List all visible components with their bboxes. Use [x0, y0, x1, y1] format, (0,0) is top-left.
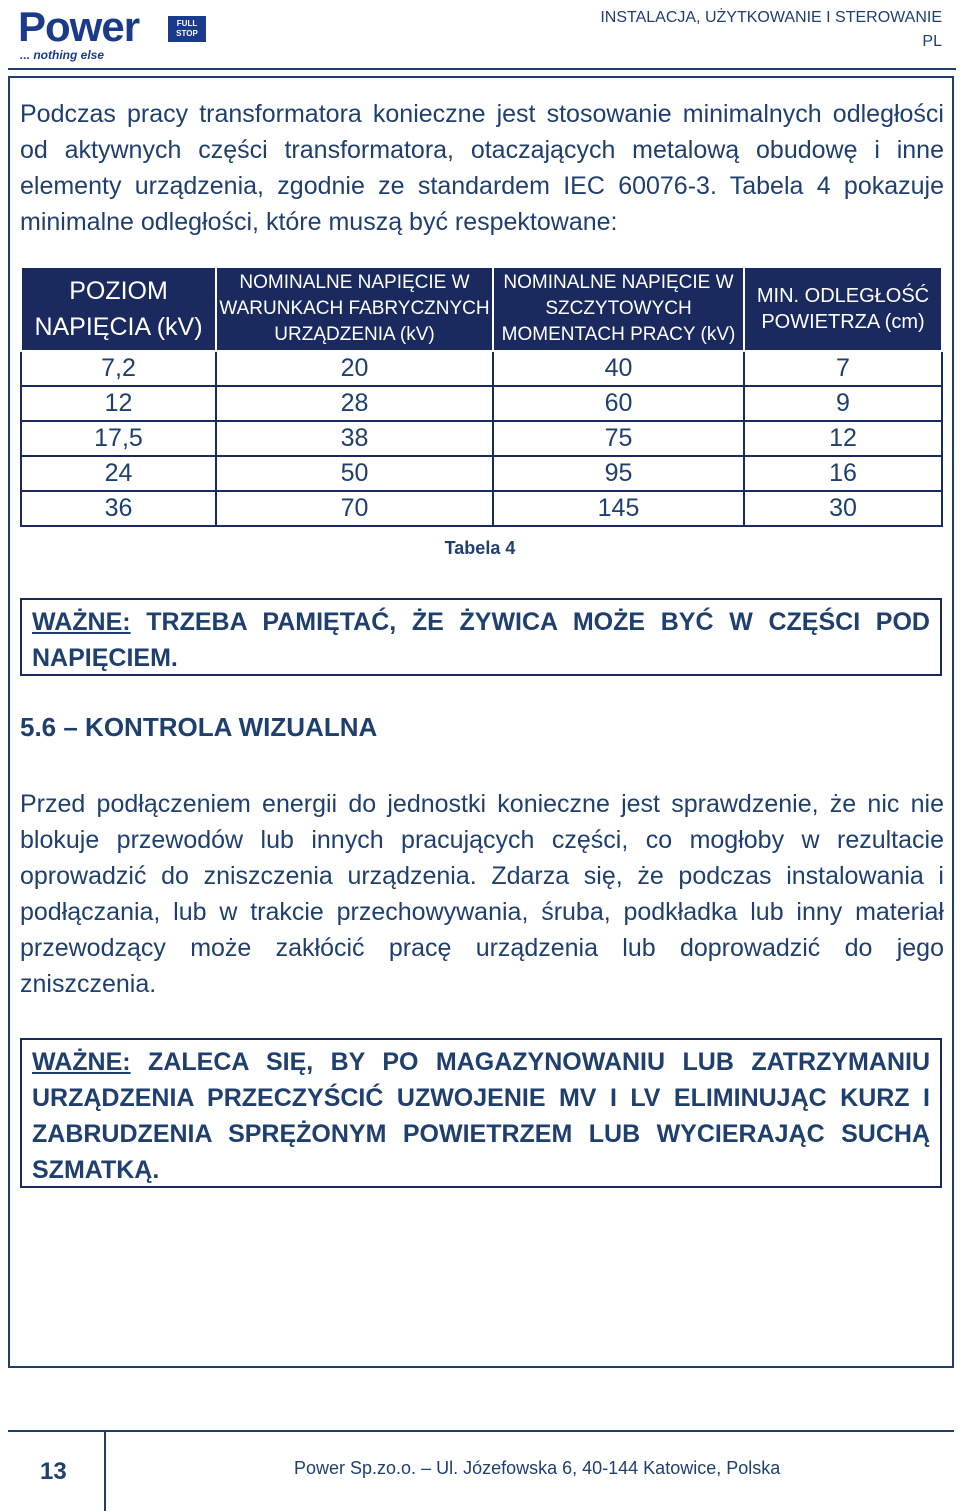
- table-row: [21, 386, 942, 421]
- table-cell: 12: [744, 421, 942, 456]
- table-cell: 145: [493, 491, 744, 526]
- table-cell: 75: [493, 421, 744, 456]
- important-note-resin: [20, 598, 942, 676]
- document-title-line: INSTALACJA, UŻYTKOWANIE I STEROWANIE: [600, 9, 942, 26]
- note-text: ZALECA SIĘ, BY PO MAGAZYNOWANIU LUB ZATRZYMANIU URZĄDZENIA PRZECZYŚCIĆ UZWOJENIE MV I LV ELIMINUJĄC KURZ I ZABRUDZENIA SPRĘŻONYM POWIETRZEM LUB WYCIERAJĄC SUCHĄ SZMATKĄ.: [32, 1048, 930, 1184]
- logo-wordmark: Power: [18, 3, 140, 50]
- note-label: WAŻNE:: [32, 1048, 131, 1076]
- table-cell: 7: [744, 351, 942, 386]
- table-cell: 28: [216, 386, 493, 421]
- logo-tagline: ... nothing else: [20, 48, 105, 62]
- page-number: 13: [40, 1458, 67, 1485]
- note-text: TRZEBA PAMIĘTAĆ, ŻE ŻYWICA MOŻE BYĆ W CZĘŚCI POD NAPIĘCIEM.: [32, 608, 930, 672]
- header-voltage-level: POZIOM NAPIĘCIA (kV): [21, 267, 216, 351]
- language-code: PL: [922, 33, 942, 50]
- logo-badge: FULL STOP: [168, 16, 206, 42]
- note-label: WAŻNE:: [32, 608, 131, 636]
- table-header-row: [21, 267, 942, 351]
- table-cell: 17,5: [21, 421, 216, 456]
- header-divider: [8, 68, 956, 70]
- table-row: [21, 351, 942, 386]
- table-cell: 16: [744, 456, 942, 491]
- visual-inspection-paragraph: Przed podłączeniem energii do jednostki konieczne jest sprawdzenie, że nic nie blokuje przewodów lub innych pracujących części, co mogłoby w rezultacie oprowadzić do zniszczenia urządzenia. Zdarza się, że podczas instalowania i podłączania, lub w trakcie przechowywania, śruba, podkładka lub inny materiał przewodzący może zakłócić pracę urządzenia lub doprowadzić do jego zniszczenia.: [20, 790, 944, 998]
- table-cell: 24: [21, 456, 216, 491]
- table-cell: 50: [216, 456, 493, 491]
- table-cell: 60: [493, 386, 744, 421]
- table-cell: 20: [216, 351, 493, 386]
- table-cell: 7,2: [21, 351, 216, 386]
- section-heading: 5.6 – KONTROLA WIZUALNA: [20, 712, 378, 742]
- table-row: [21, 421, 942, 456]
- table-cell: 9: [744, 386, 942, 421]
- footer-divider: [8, 1430, 954, 1432]
- table-row: [21, 491, 942, 526]
- header-factory-voltage: NOMINALNE NAPIĘCIE W WARUNKACH FABRYCZNYCH URZĄDZENIA (kV): [216, 267, 493, 351]
- table-row: [21, 456, 942, 491]
- table-cell: 38: [216, 421, 493, 456]
- header-min-distance: MIN. ODLEGŁOŚĆ POWIETRZA (cm): [744, 267, 942, 351]
- table-cell: 30: [744, 491, 942, 526]
- table-cell: 70: [216, 491, 493, 526]
- table-cell: 95: [493, 456, 744, 491]
- table-cell: 12: [21, 386, 216, 421]
- page-header: [0, 0, 960, 70]
- intro-paragraph: Podczas pracy transformatora konieczne jest stosowanie minimalnych odległości od aktywnych części transformatora, otaczających metalową obudowę i inne elementy urządzenia, zgodnie ze standardem IEC 60076-3. Tabela 4 pokazuje minimalne odległości, które muszą być respektowane:: [20, 100, 944, 236]
- table-caption: Tabela 4: [444, 538, 516, 558]
- company-address: Power Sp.zo.o. – Ul. Józefowska 6, 40-144 Katowice, Polska: [294, 1458, 781, 1478]
- table-cell: 40: [493, 351, 744, 386]
- document-title: [600, 6, 942, 54]
- important-note-cleaning: [20, 1038, 942, 1188]
- header-peak-voltage: NOMINALNE NAPIĘCIE W SZCZYTOWYCH MOMENTACH PRACY (kV): [493, 267, 744, 351]
- table-cell: 36: [21, 491, 216, 526]
- company-logo: [18, 4, 198, 64]
- distance-table: [20, 266, 943, 527]
